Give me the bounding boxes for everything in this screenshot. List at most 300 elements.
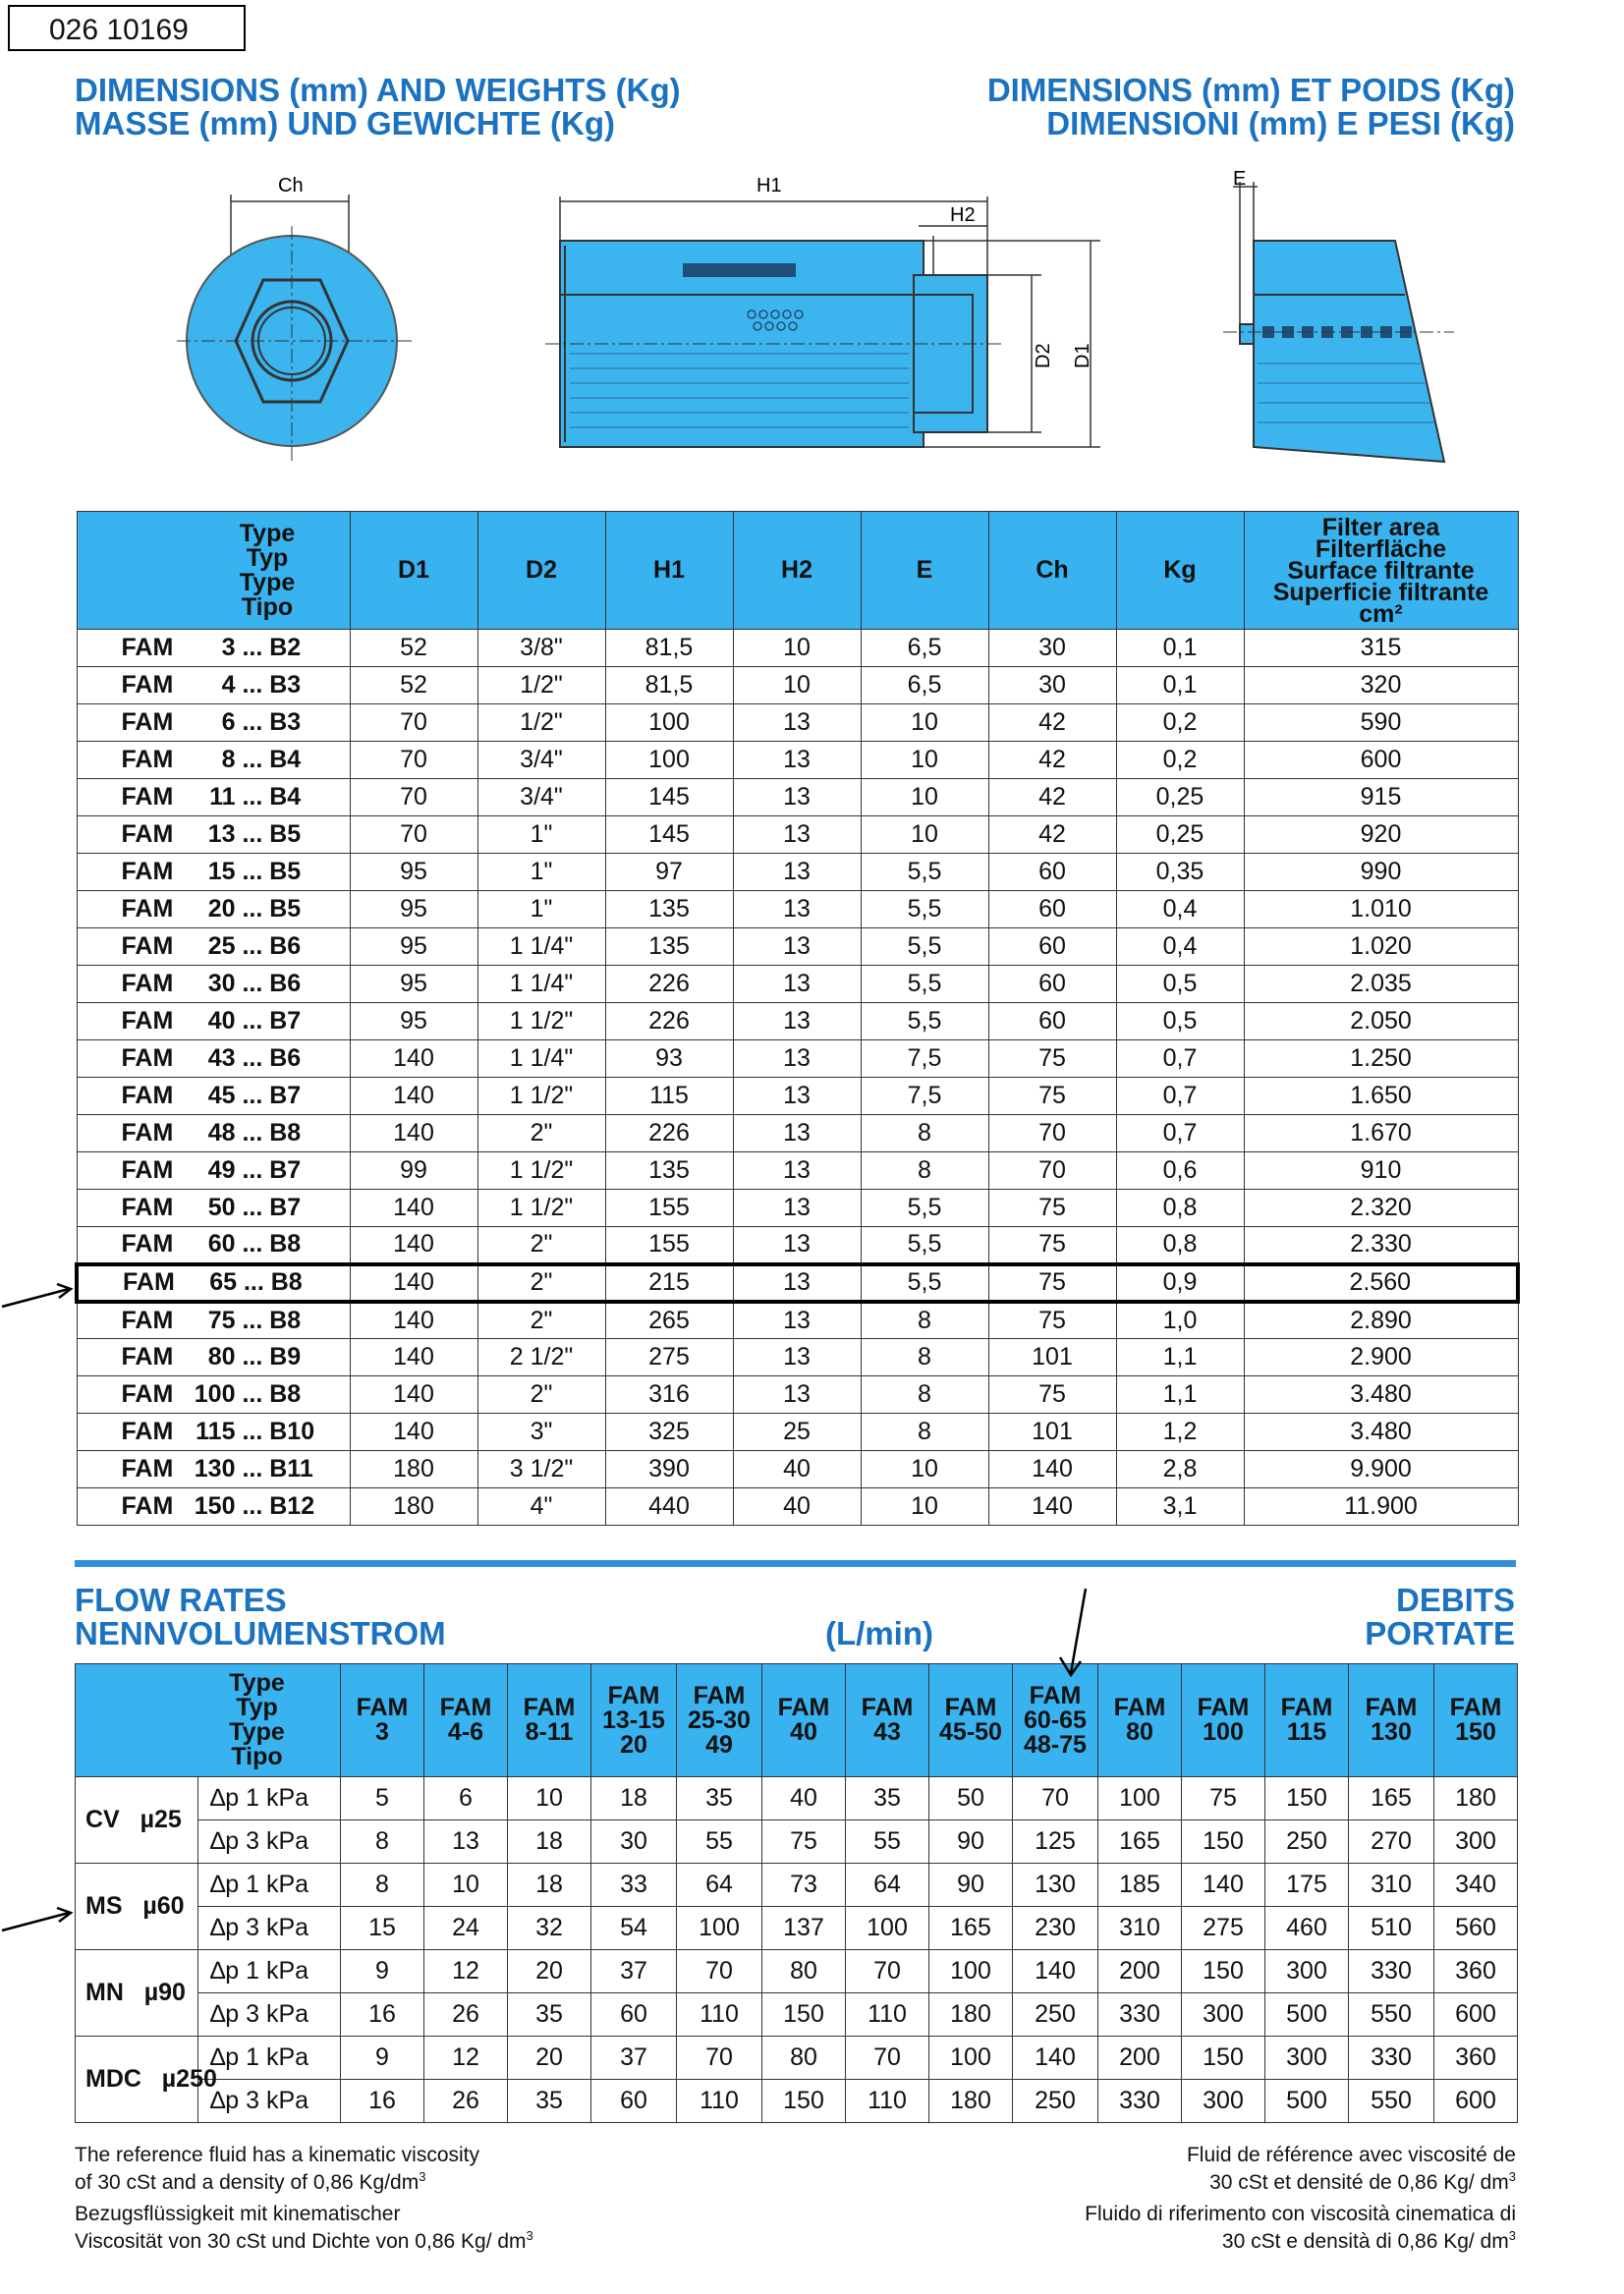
d2-label: D2 [1033,343,1054,368]
flow-value-cell: 70 [846,2037,929,2080]
type-cell [77,1078,350,1115]
type-number: 50 [207,1194,236,1221]
cell-d1: 140 [350,1414,477,1451]
type-b: B4 [269,783,302,811]
dp-cell: ∆p 3 kPa [198,1907,341,1950]
flow-col-header-line: 43 [873,1718,901,1746]
group-mesh: µ250 [161,2065,217,2093]
type-cell [77,630,350,667]
filter-drawings [0,157,1624,481]
flow-value-cell: 26 [424,1993,508,2037]
flow-col-header [929,1664,1013,1777]
type-number: 40 [207,1007,236,1035]
type-b: B3 [269,671,302,699]
cell-ch: 75 [988,1227,1116,1264]
type-fam: FAM [121,1007,174,1035]
type-cell [77,928,350,966]
type-b: B11 [269,1455,313,1483]
dims-title-it: DIMENSIONI (mm) E PESI (Kg) [1046,105,1515,141]
cell-d1: 140 [350,1190,477,1227]
type-cell [77,667,350,704]
note-german: Bezugsflüssigkeit mit kinematischer Viscosität von 30 cSt und Dichte von 0,86 Kg/ $dm^3$ [75,2203,533,2253]
cell-e: 5,5 [861,1227,988,1264]
type-cell [77,1488,350,1526]
cell-d2: 1 1/4" [477,1040,605,1078]
type-fam: FAM [121,970,174,997]
flow-col-header [508,1664,591,1777]
flow-col-header-line: FAM [1113,1694,1166,1721]
cell-h1: 226 [605,1115,733,1152]
type-cell [77,1264,350,1302]
dp-cell: ∆p 1 kPa [198,2037,341,2080]
cell-area: 920 [1244,816,1518,854]
flow-value-cell: 35 [508,1993,591,2037]
col-header-d1: D1 [350,512,477,630]
flow-col-header-line: 20 [620,1730,647,1759]
flow-value-cell: 90 [929,1864,1013,1907]
cell-area: 2.890 [1244,1302,1518,1339]
type-b: B7 [269,1156,302,1184]
flow-value-cell: 330 [1349,2037,1434,2080]
flow-value-cell: 32 [508,1907,591,1950]
cell-h1: 265 [605,1302,733,1339]
type-fam: FAM [121,783,174,811]
flow-value-cell: 100 [929,1950,1013,1993]
flow-value-cell: 165 [929,1907,1013,1950]
cell-d2: 3/4" [477,742,605,779]
cell-d2: 2" [477,1115,605,1152]
cell-d2: 1" [477,816,605,854]
table-row [77,1451,1518,1488]
type-fam: FAM [121,1156,174,1184]
type-number: 100 [194,1380,236,1408]
table-row [76,1950,1518,1993]
cell-ch: 140 [988,1451,1116,1488]
flow-col-header-line: FAM [777,1694,830,1721]
type-dots: ... [235,671,270,699]
flow-value-cell: 13 [424,1820,508,1864]
type-fam: FAM [121,671,174,699]
flow-col-header [341,1664,424,1777]
cell-d2: 1 1/4" [477,966,605,1003]
cell-d2: 3/8" [477,630,605,667]
flow-value-cell: 270 [1349,1820,1434,1864]
flow-value-cell: 15 [341,1907,424,1950]
cell-d2: 4" [477,1488,605,1526]
col-header-ch: Ch [988,512,1116,630]
cell-ch: 75 [988,1040,1116,1078]
cell-area: 1.670 [1244,1115,1518,1152]
flow-value-cell: 16 [341,1993,424,2037]
cell-h2: 13 [733,891,861,928]
type-number: 65 [209,1268,237,1296]
cell-d2: 1/2" [477,667,605,704]
cell-e: 5,5 [861,1264,988,1302]
cell-kg: 0,5 [1116,1003,1244,1040]
cell-kg: 0,9 [1116,1264,1244,1302]
flow-rates-table [75,1663,1518,2123]
type-number: 150 [194,1492,236,1520]
cell-kg: 0,2 [1116,742,1244,779]
cell-e: 6,5 [861,667,988,704]
cell-d1: 95 [350,854,477,891]
cell-kg: 0,7 [1116,1078,1244,1115]
dims-title-de: MASSE (mm) UND GEWICHTE (Kg) [75,105,615,141]
cell-h1: 97 [605,854,733,891]
flow-value-cell: 75 [1182,1777,1265,1820]
type-b: B6 [269,932,302,960]
cell-d1: 140 [350,1227,477,1264]
flow-value-cell: 500 [1265,2080,1349,2123]
dp-cell: ∆p 3 kPa [198,1820,341,1864]
flow-col-header-line: FAM [1365,1694,1418,1721]
flow-value-cell: 6 [424,1777,508,1820]
flow-col-header-line: FAM [944,1694,997,1721]
type-fam: FAM [121,1306,174,1334]
dp-cell: ∆p 1 kPa [198,1777,341,1820]
type-fam: FAM [121,746,174,773]
flow-value-cell: 8 [341,1864,424,1907]
flow-col-header [677,1664,762,1777]
type-cell [77,966,350,1003]
cell-h2: 13 [733,1078,861,1115]
type-dots: ... [235,1156,270,1184]
type-number: 13 [207,820,236,848]
cell-kg: 1,0 [1116,1302,1244,1339]
cell-kg: 0,4 [1116,891,1244,928]
flow-value-cell: 140 [1182,1864,1265,1907]
flow-col-header-line: FAM [439,1694,492,1721]
cell-ch: 42 [988,779,1116,816]
cell-d2: 3" [477,1414,605,1451]
type-dots: ... [235,1082,270,1109]
flow-value-cell: 12 [424,2037,508,2080]
flow-value-cell: 20 [508,2037,591,2080]
type-cell [77,779,350,816]
cell-d1: 140 [350,1302,477,1339]
type-cell [77,1339,350,1376]
flow-value-cell: 35 [677,1777,762,1820]
table-row [77,816,1518,854]
dimensions-table [75,511,1520,1526]
cell-h2: 13 [733,1264,861,1302]
table-row [77,1115,1518,1152]
cell-d1: 70 [350,704,477,742]
cell-h2: 13 [733,1339,861,1376]
table-row [77,704,1518,742]
type-dots: ... [235,634,270,661]
table-row [77,854,1518,891]
h2-label: H2 [950,204,976,226]
flow-value-cell: 100 [929,2037,1013,2080]
cell-area: 11.900 [1244,1488,1518,1526]
cell-kg: 0,8 [1116,1190,1244,1227]
cell-area: 315 [1244,630,1518,667]
cell-h1: 135 [605,1152,733,1190]
table-row [77,1414,1518,1451]
flow-value-cell: 100 [1098,1777,1182,1820]
type-dots: ... [235,1230,270,1259]
cell-d1: 180 [350,1488,477,1526]
table-row [76,2037,1518,2080]
col-header-h2: H2 [733,512,861,630]
cell-d1: 70 [350,742,477,779]
cell-e: 10 [861,779,988,816]
cell-d1: 140 [350,1040,477,1078]
flow-col-header-line: 3 [375,1718,389,1746]
cell-d2: 1 1/2" [477,1190,605,1227]
type-cell [77,816,350,854]
cell-d1: 180 [350,1451,477,1488]
flow-value-cell: 150 [1182,2037,1265,2080]
type-dots: ... [235,708,270,736]
flow-col-header-line: 8-11 [525,1718,574,1746]
flow-value-cell: 300 [1434,1820,1518,1864]
cell-d1: 140 [350,1264,477,1302]
type-cell [77,1302,350,1339]
cell-ch: 60 [988,891,1116,928]
filter-area-header: Filter area Filterfläche Surface filtrante Superficie filtrante cm² [1244,512,1518,630]
col-header-kg: Kg [1116,512,1244,630]
flow-value-cell: 110 [677,2080,762,2123]
side-view-drawing [545,175,1100,447]
cell-ch: 42 [988,742,1116,779]
type-number: 80 [207,1343,236,1371]
table-row [76,1907,1518,1950]
flow-value-cell: 110 [846,1993,929,2037]
flow-col-header-line: 25-30 [688,1706,751,1734]
cell-e: 10 [861,816,988,854]
flow-value-cell: 185 [1098,1864,1182,1907]
note-italian: Fluido di riferimento con viscosità cinematica di 30 cSt e densità di 0,86 Kg/ $dm^3$ [1085,2203,1516,2253]
cell-ch: 30 [988,630,1116,667]
cell-e: 7,5 [861,1078,988,1115]
flow-col-header-line: FAM [1449,1694,1502,1721]
flow-col-header [1349,1664,1434,1777]
spacer [120,1806,140,1833]
cell-h2: 13 [733,1227,861,1264]
cell-d2: 2" [477,1264,605,1302]
table-row [76,1993,1518,2037]
flow-title-left [75,1584,446,1651]
cell-h2: 13 [733,1152,861,1190]
type-number: 45 [207,1082,236,1109]
cell-d1: 140 [350,1376,477,1414]
cell-e: 8 [861,1376,988,1414]
group-name: MS [85,1892,123,1920]
flow-value-cell: 550 [1349,1993,1434,2037]
cell-h2: 10 [733,667,861,704]
cell-h2: 13 [733,1115,861,1152]
type-number: 48 [207,1119,236,1147]
cell-ch: 101 [988,1339,1116,1376]
type-cell [77,1376,350,1414]
cell-h1: 115 [605,1078,733,1115]
type-fam: FAM [121,1380,174,1408]
cell-h1: 316 [605,1376,733,1414]
cell-ch: 70 [988,1115,1116,1152]
table-row [77,1302,1518,1339]
flow-value-cell: 125 [1013,1820,1098,1864]
type-b: B2 [269,634,302,661]
cell-h1: 145 [605,816,733,854]
dims-header-row [77,512,1518,630]
cell-ch: 70 [988,1152,1116,1190]
type-cell [77,854,350,891]
cell-e: 8 [861,1302,988,1339]
flow-col-header-line: 130 [1371,1718,1412,1746]
flow-title-fr: DEBITS [1395,1582,1515,1618]
flow-value-cell: 140 [1013,2037,1098,2080]
type-fam: FAM [121,1455,174,1483]
cell-h2: 40 [733,1488,861,1526]
cell-e: 10 [861,1451,988,1488]
type-b: B8 [269,1230,302,1259]
cell-h1: 93 [605,1040,733,1078]
group-mesh: µ90 [143,1979,186,2006]
cell-d2: 1 1/4" [477,928,605,966]
cell-ch: 75 [988,1302,1116,1339]
flow-value-cell: 50 [929,1777,1013,1820]
flow-col-header-line: 150 [1455,1718,1496,1746]
cell-h1: 155 [605,1190,733,1227]
flow-col-header-line: 40 [790,1718,817,1746]
type-cell [77,1003,350,1040]
cell-h1: 145 [605,779,733,816]
cell-h1: 135 [605,928,733,966]
cell-h2: 40 [733,1451,861,1488]
flow-value-cell: 330 [1098,2080,1182,2123]
cell-kg: 0,35 [1116,854,1244,891]
type-dots: ... [235,1492,270,1520]
group-mesh: µ25 [140,1806,182,1833]
flow-header-row [76,1664,1518,1777]
cell-kg: 0,4 [1116,928,1244,966]
cell-h2: 13 [733,966,861,1003]
cell-area: 2.900 [1244,1339,1518,1376]
cell-area: 600 [1244,742,1518,779]
cell-ch: 60 [988,854,1116,891]
flow-value-cell: 24 [424,1907,508,1950]
document-code: 026 10169 [8,5,246,51]
flow-col-header [1098,1664,1182,1777]
cell-kg: 0,2 [1116,704,1244,742]
flow-col-header [424,1664,508,1777]
type-b: B4 [269,746,302,773]
col-header-h1: H1 [605,512,733,630]
flow-value-cell: 80 [762,2037,846,2080]
flow-value-cell: 18 [591,1777,677,1820]
table-row [77,891,1518,928]
type-b: B6 [269,970,302,997]
table-row [77,1078,1518,1115]
cell-d1: 140 [350,1115,477,1152]
flow-value-cell: 35 [508,2080,591,2123]
cell-d2: 1 1/2" [477,1152,605,1190]
flow-value-cell: 460 [1265,1907,1349,1950]
type-number: 60 [207,1230,236,1259]
cell-area: 1.010 [1244,891,1518,928]
cell-e: 5,5 [861,1190,988,1227]
cell-d1: 70 [350,779,477,816]
type-b: B12 [269,1492,315,1520]
flow-value-cell: 230 [1013,1907,1098,1950]
flow-value-cell: 137 [762,1907,846,1950]
type-number: 4 [221,671,236,699]
cell-d2: 2" [477,1302,605,1339]
flow-value-cell: 20 [508,1950,591,1993]
group-name: MDC [85,2065,141,2093]
flow-value-cell: 12 [424,1950,508,1993]
flow-value-cell: 600 [1434,2080,1518,2123]
type-dots: ... [235,1418,270,1445]
cell-kg: 0,7 [1116,1115,1244,1152]
type-dots: ... [235,1306,270,1334]
cell-e: 5,5 [861,1003,988,1040]
dp-cell: ∆p 3 kPa [198,1993,341,2037]
type-fam: FAM [123,1268,175,1296]
type-b: B7 [269,1082,302,1109]
cell-e: 10 [861,742,988,779]
flow-col-header [1013,1664,1098,1777]
spacer [141,2065,162,2093]
cell-ch: 75 [988,1376,1116,1414]
row-marker-arrow-icon [0,1267,79,1316]
group-cell [76,2037,217,2123]
table-row [77,1376,1518,1414]
cell-e: 5,5 [861,966,988,1003]
type-dots: ... [235,1044,270,1072]
type-fam: FAM [121,1230,174,1259]
cell-d1: 95 [350,891,477,928]
type-b: B9 [269,1343,302,1371]
cell-ch: 75 [988,1078,1116,1115]
cell-h2: 13 [733,779,861,816]
flow-col-header-line: 80 [1126,1718,1153,1746]
dims-title-en: DIMENSIONS (mm) AND WEIGHTS (Kg) [75,72,681,108]
table-row [77,1227,1518,1264]
flow-value-cell: 8 [341,1820,424,1864]
spacer [124,1979,144,2006]
type-b: B5 [269,820,302,848]
type-number: 11 [209,783,236,811]
flow-value-cell: 360 [1434,2037,1518,2080]
front-view-drawing [177,175,413,462]
cell-ch: 42 [988,816,1116,854]
flow-col-header-line: 100 [1203,1718,1244,1746]
cell-e: 5,5 [861,854,988,891]
cell-e: 8 [861,1414,988,1451]
table-row [76,1864,1518,1907]
flow-col-header-line: 13-15 [602,1706,665,1734]
flow-value-cell: 150 [1182,1950,1265,1993]
cell-d1: 52 [350,667,477,704]
flow-value-cell: 100 [677,1907,762,1950]
flow-value-cell: 250 [1013,2080,1098,2123]
cell-area: 3.480 [1244,1376,1518,1414]
type-dots: ... [235,970,270,997]
flow-col-header-line: 115 [1286,1718,1327,1746]
cell-h2: 13 [733,816,861,854]
flow-value-cell: 10 [424,1864,508,1907]
type-number: 75 [207,1306,236,1334]
type-dots: ... [235,1380,270,1408]
cell-area: 3.480 [1244,1414,1518,1451]
flow-value-cell: 150 [762,2080,846,2123]
flow-value-cell: 165 [1349,1777,1434,1820]
group-mesh: µ60 [142,1892,185,1920]
flow-value-cell: 250 [1013,1993,1098,2037]
